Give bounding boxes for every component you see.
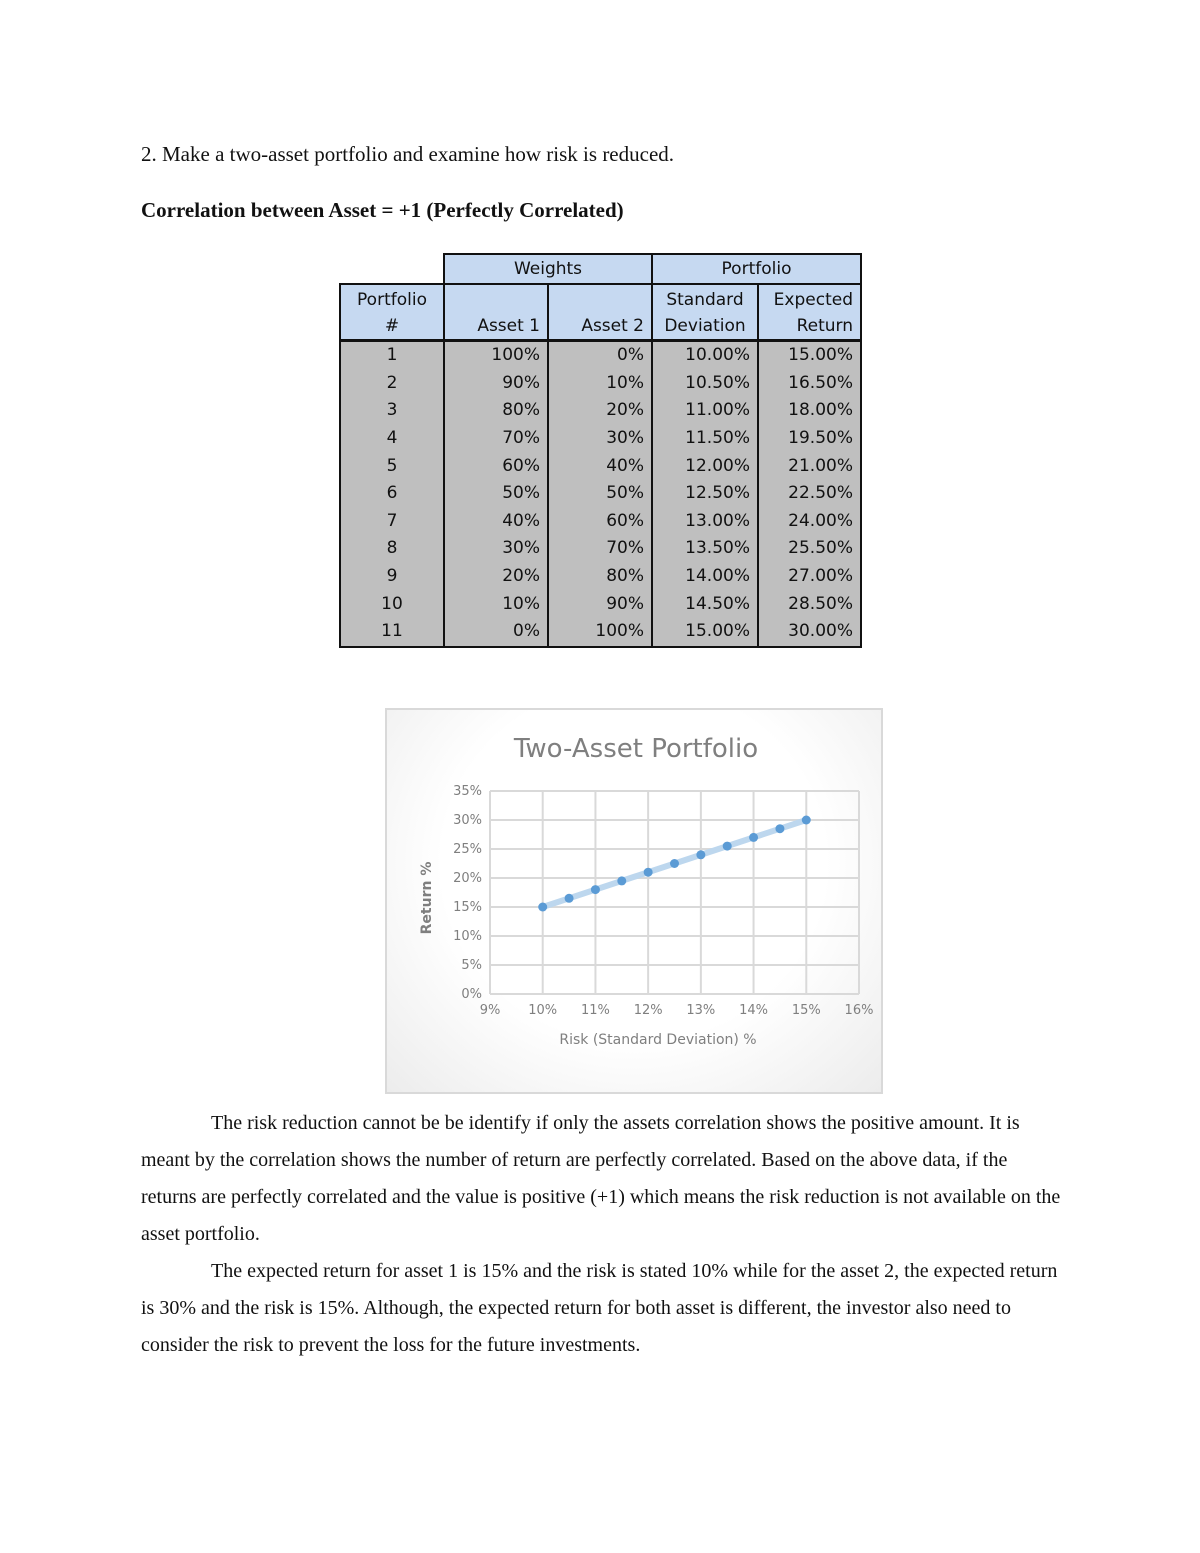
data-point xyxy=(670,859,679,868)
portfolio-number-cell: 10 xyxy=(340,590,444,618)
portfolio-number-cell: 11 xyxy=(340,618,444,647)
portfolio-number-cell: 3 xyxy=(340,397,444,425)
expected-return-cell: 27.00% xyxy=(758,563,861,591)
y-axis-label: Return % xyxy=(419,861,435,935)
data-point xyxy=(749,833,758,842)
portfolio-group-header: Portfolio xyxy=(652,254,861,284)
data-point xyxy=(617,876,626,885)
y-tick-label: 30% xyxy=(453,813,482,828)
x-tick-label: 11% xyxy=(580,1003,610,1018)
y-tick-label: 25% xyxy=(453,842,482,857)
table-row xyxy=(340,452,861,480)
y-tick-label: 35% xyxy=(453,784,482,799)
section-heading: Correlation between Asset = +1 (Perfectly Correlated) xyxy=(141,198,624,222)
asset1-weight-cell: 50% xyxy=(444,480,548,508)
table-row xyxy=(340,397,861,425)
table-row xyxy=(340,508,861,536)
std-dev-cell: 13.00% xyxy=(652,508,758,536)
asset2-weight-cell: 50% xyxy=(548,480,652,508)
table-row xyxy=(340,341,861,370)
asset1-weight-cell: 30% xyxy=(444,535,548,563)
portfolio-number-cell: 5 xyxy=(340,452,444,480)
asset1-header: Asset 1 xyxy=(444,284,548,341)
asset2-weight-cell: 40% xyxy=(548,452,652,480)
table-body xyxy=(340,341,861,647)
data-point xyxy=(644,868,653,877)
std-dev-cell: 12.50% xyxy=(652,480,758,508)
y-tick-label: 5% xyxy=(461,958,482,973)
x-axis-label: Risk (Standard Deviation) % xyxy=(559,1032,757,1048)
expected-return-cell: 19.50% xyxy=(758,425,861,453)
y-tick-label: 20% xyxy=(453,871,482,886)
data-point xyxy=(723,842,732,851)
chart-svg xyxy=(387,710,881,1092)
x-tick-label: 13% xyxy=(686,1003,716,1018)
std-dev-header: Standard Deviation xyxy=(652,284,758,341)
table-row xyxy=(340,370,861,398)
data-point xyxy=(565,894,574,903)
asset2-weight-cell: 80% xyxy=(548,563,652,591)
std-dev-cell: 14.00% xyxy=(652,563,758,591)
asset2-weight-cell: 90% xyxy=(548,590,652,618)
asset2-weight-cell: 20% xyxy=(548,397,652,425)
portfolio-table xyxy=(339,253,862,648)
x-tick-label: 9% xyxy=(479,1003,501,1018)
table-row xyxy=(340,590,861,618)
expected-return-cell: 18.00% xyxy=(758,397,861,425)
asset2-weight-cell: 0% xyxy=(548,341,652,370)
std-dev-cell: 11.50% xyxy=(652,425,758,453)
x-tick-label: 15% xyxy=(791,1003,821,1018)
asset2-weight-cell: 100% xyxy=(548,618,652,647)
chart-title: Two-Asset Portfolio xyxy=(513,734,759,764)
expected-return-cell: 25.50% xyxy=(758,535,861,563)
asset2-weight-cell: 60% xyxy=(548,508,652,536)
expected-return-cell: 22.50% xyxy=(758,480,861,508)
table-row xyxy=(340,563,861,591)
portfolio-number-cell: 4 xyxy=(340,425,444,453)
asset1-weight-cell: 10% xyxy=(444,590,548,618)
data-point xyxy=(802,816,811,825)
expected-return-cell: 15.00% xyxy=(758,341,861,370)
paragraph-1: The risk reduction cannot be be identify if only the assets correlation shows the positive amount. It is meant by the correlation shows the number of return are perfectly correlated. Based on the above data, if the returns are perfectly correlated and the value is positive (+1) which means the risk reduction is not available on the asset portfolio. xyxy=(141,1112,1061,1245)
table-row xyxy=(340,535,861,563)
expected-return-cell: 30.00% xyxy=(758,618,861,647)
asset1-weight-cell: 100% xyxy=(444,341,548,370)
expected-return-cell: 28.50% xyxy=(758,590,861,618)
portfolio-number-cell: 1 xyxy=(340,341,444,370)
table-row xyxy=(340,480,861,508)
y-tick-label: 15% xyxy=(453,900,482,915)
portfolio-number-cell: 7 xyxy=(340,508,444,536)
asset1-weight-cell: 80% xyxy=(444,397,548,425)
expected-return-cell: 24.00% xyxy=(758,508,861,536)
expected-return-header: Expected Return xyxy=(758,284,861,341)
asset2-weight-cell: 70% xyxy=(548,535,652,563)
std-dev-cell: 14.50% xyxy=(652,590,758,618)
expected-return-cell: 16.50% xyxy=(758,370,861,398)
table-row xyxy=(340,425,861,453)
asset1-weight-cell: 70% xyxy=(444,425,548,453)
std-dev-cell: 10.00% xyxy=(652,341,758,370)
asset1-weight-cell: 40% xyxy=(444,508,548,536)
portfolio-number-cell: 2 xyxy=(340,370,444,398)
x-tick-label: 14% xyxy=(739,1003,769,1018)
y-tick-label: 10% xyxy=(453,929,482,944)
asset2-weight-cell: 10% xyxy=(548,370,652,398)
weights-group-header: Weights xyxy=(444,254,652,284)
x-tick-label: 16% xyxy=(844,1003,874,1018)
std-dev-cell: 10.50% xyxy=(652,370,758,398)
std-dev-cell: 11.00% xyxy=(652,397,758,425)
asset1-weight-cell: 0% xyxy=(444,618,548,647)
std-dev-cell: 12.00% xyxy=(652,452,758,480)
std-dev-cell: 13.50% xyxy=(652,535,758,563)
asset1-weight-cell: 90% xyxy=(444,370,548,398)
portfolio-number-cell: 9 xyxy=(340,563,444,591)
asset1-weight-cell: 60% xyxy=(444,452,548,480)
x-tick-label: 10% xyxy=(528,1003,558,1018)
question-text: 2. Make a two-asset portfolio and examine how risk is reduced. xyxy=(141,142,675,166)
portfolio-number-header: Portfolio # xyxy=(340,284,444,341)
data-point xyxy=(591,885,600,894)
y-tick-label: 0% xyxy=(461,987,482,1002)
asset2-header: Asset 2 xyxy=(548,284,652,341)
x-tick-label: 12% xyxy=(633,1003,663,1018)
table-row xyxy=(340,618,861,647)
expected-return-cell: 21.00% xyxy=(758,452,861,480)
data-point xyxy=(538,903,547,912)
data-point xyxy=(696,850,705,859)
asset1-weight-cell: 20% xyxy=(444,563,548,591)
data-point xyxy=(775,824,784,833)
std-dev-cell: 15.00% xyxy=(652,618,758,647)
portfolio-number-cell: 8 xyxy=(340,535,444,563)
portfolio-number-cell: 6 xyxy=(340,480,444,508)
asset2-weight-cell: 30% xyxy=(548,425,652,453)
scatter-chart xyxy=(385,708,883,1094)
paragraph-2: The expected return for asset 1 is 15% and the risk is stated 10% while for the asset 2, the expected return is 30% and the risk is 15%. Although, the expected return for both asset is different, the investor also need to consider the risk to prevent the loss for the future investments. xyxy=(141,1260,1058,1356)
